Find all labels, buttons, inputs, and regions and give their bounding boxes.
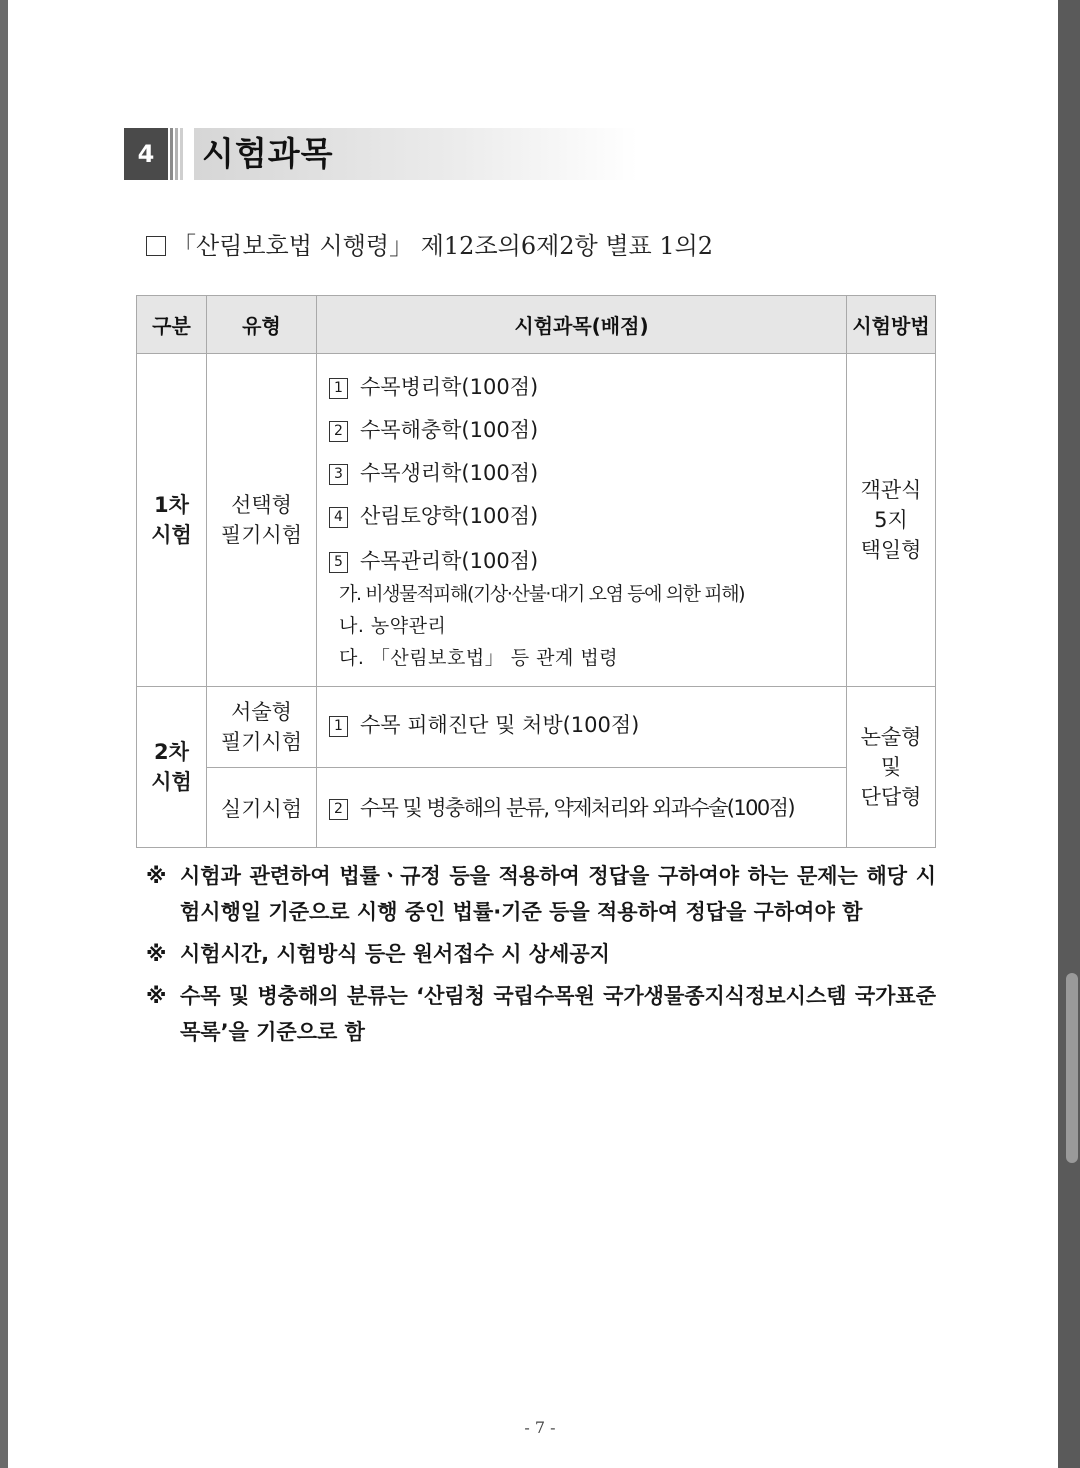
reference-line <box>146 226 713 266</box>
number-box-icon: 4 <box>329 507 348 528</box>
subject-item: 1 수목병리학(100점) <box>329 366 846 409</box>
exam-subjects-table <box>136 295 936 848</box>
subject-item: 3 수목생리학(100점) <box>329 452 846 495</box>
viewer-left-edge <box>0 0 8 1468</box>
subject-detail-item: 다. 「산림보호법」 등 관계 법령 <box>339 647 619 669</box>
table-header-row <box>137 296 936 354</box>
first-exam-subjects <box>317 354 847 687</box>
header-type: 유형 <box>207 296 317 354</box>
number-box-icon: 2 <box>329 421 348 442</box>
subject-detail-item: 가. 비생물적피해(기상·산불·대기 오염 등에 의한 피해) <box>339 583 745 605</box>
number-box-icon: 1 <box>329 378 348 399</box>
page-number: - 7 - <box>524 1418 556 1437</box>
second-exam-subject-written <box>317 687 847 768</box>
number-box-icon: 2 <box>329 799 348 820</box>
note-item: ※ 시험시간, 시험방식 등은 원서접수 시 상세공지 <box>146 936 936 972</box>
scrollbar-thumb[interactable] <box>1066 973 1078 1163</box>
number-box-icon: 3 <box>329 464 348 485</box>
table-row-first-exam <box>137 354 936 687</box>
scrollbar-track[interactable] <box>1058 0 1080 1468</box>
section-number: 4 <box>124 128 168 180</box>
subject-detail-item: 나. 농약관리 <box>339 615 447 637</box>
reference-mark: ※ <box>146 984 167 1008</box>
number-box-icon: 1 <box>329 716 348 737</box>
header-method: 시험방법 <box>847 296 936 354</box>
reference-text: 「산림보호법 시행령」 제12조의6제2항 별표 1의2 <box>172 232 714 260</box>
second-exam-subject-practical <box>317 768 847 848</box>
second-exam-method: 논술형 및 단답형 <box>847 687 936 848</box>
subject-item: 2 수목해충학(100점) <box>329 409 846 452</box>
subject-item: 5 수목관리학(100점) <box>329 538 846 578</box>
note-item: ※ 시험과 관련하여 법률ㆍ규정 등을 적용하여 정답을 구하여야 하는 문제는 해당 시험시행일 기준으로 시행 중인 법률·기준 등을 적용하여 정답을 구하여야 함 <box>146 858 936 930</box>
table-row-second-exam-b <box>137 768 936 848</box>
checkbox-square-icon <box>146 236 166 256</box>
header-division: 구분 <box>137 296 207 354</box>
section-title: 시험과목 <box>202 134 334 173</box>
header-subjects: 시험과목(배점) <box>317 296 847 354</box>
first-exam-method: 객관식 5지 택일형 <box>847 354 936 687</box>
subject-item: 2 수목 및 병충해의 분류, 약제처리와 외과수술(100점) <box>329 788 846 828</box>
section-stripes <box>170 128 194 180</box>
table-row-second-exam-a <box>137 687 936 768</box>
subject-item: 4 산림토양학(100점) <box>329 495 846 538</box>
note-item: ※ 수목 및 병충해의 분류는 ‘산림청 국립수목원 국가생물종지식정보시스템 국가표준목록’을 기준으로 함 <box>146 978 936 1050</box>
notes-list <box>146 858 936 1056</box>
first-exam-type: 선택형 필기시험 <box>207 354 317 687</box>
second-exam-division: 2차 시험 <box>137 687 207 848</box>
reference-mark: ※ <box>146 942 167 966</box>
subject-item: 1 수목 피해진단 및 처방(100점) <box>329 705 846 745</box>
section-header <box>124 128 638 180</box>
number-box-icon: 5 <box>329 552 348 573</box>
reference-mark: ※ <box>146 864 167 888</box>
first-exam-division: 1차 시험 <box>137 354 207 687</box>
second-exam-type-written: 서술형 필기시험 <box>207 687 317 768</box>
second-exam-type-practical: 실기시험 <box>207 768 317 848</box>
